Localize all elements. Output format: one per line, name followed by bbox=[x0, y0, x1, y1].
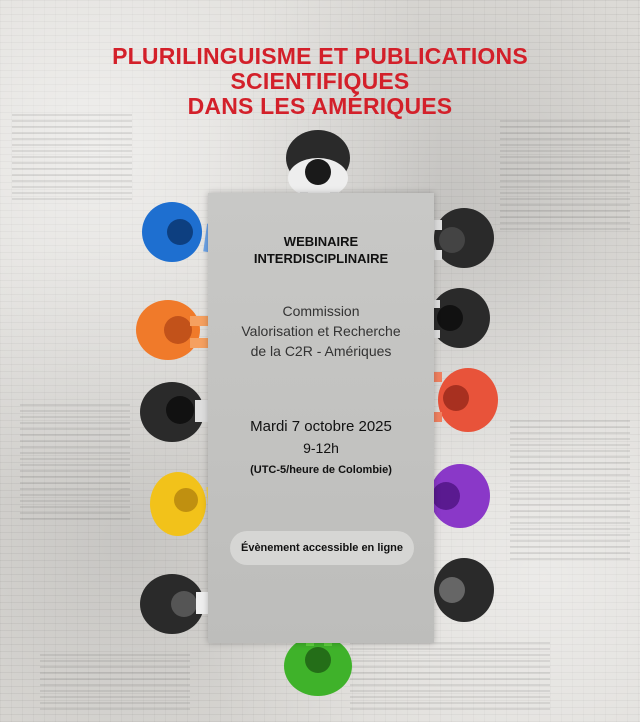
person-orange bbox=[136, 300, 218, 360]
event-date: Mardi 7 octobre 2025 bbox=[250, 418, 392, 435]
title-line-1: PLURILINGUISME ET PUBLICATIONS SCIENTIFIQUES bbox=[112, 43, 528, 94]
organizer-line-2: Valorisation et Recherche bbox=[241, 323, 401, 339]
organizer-line-3: de la C2R - Amériques bbox=[250, 343, 392, 359]
online-access-badge: Évènement accessible en ligne bbox=[230, 531, 414, 565]
event-timezone: (UTC-5/heure de Colombie) bbox=[250, 464, 392, 476]
event-type bbox=[208, 233, 434, 267]
title-line-2: DANS LES AMÉRIQUES bbox=[187, 93, 453, 119]
event-hours: 9-12h bbox=[303, 440, 339, 456]
event-type-line-2: INTERDISCIPLINAIRE bbox=[253, 251, 389, 266]
event-organizer bbox=[208, 301, 434, 361]
person-left-dark bbox=[140, 382, 215, 442]
table-panel bbox=[208, 193, 434, 643]
organizer-line-1: Commission bbox=[282, 303, 360, 319]
event-type-line-1: WEBINAIRE bbox=[283, 234, 359, 249]
